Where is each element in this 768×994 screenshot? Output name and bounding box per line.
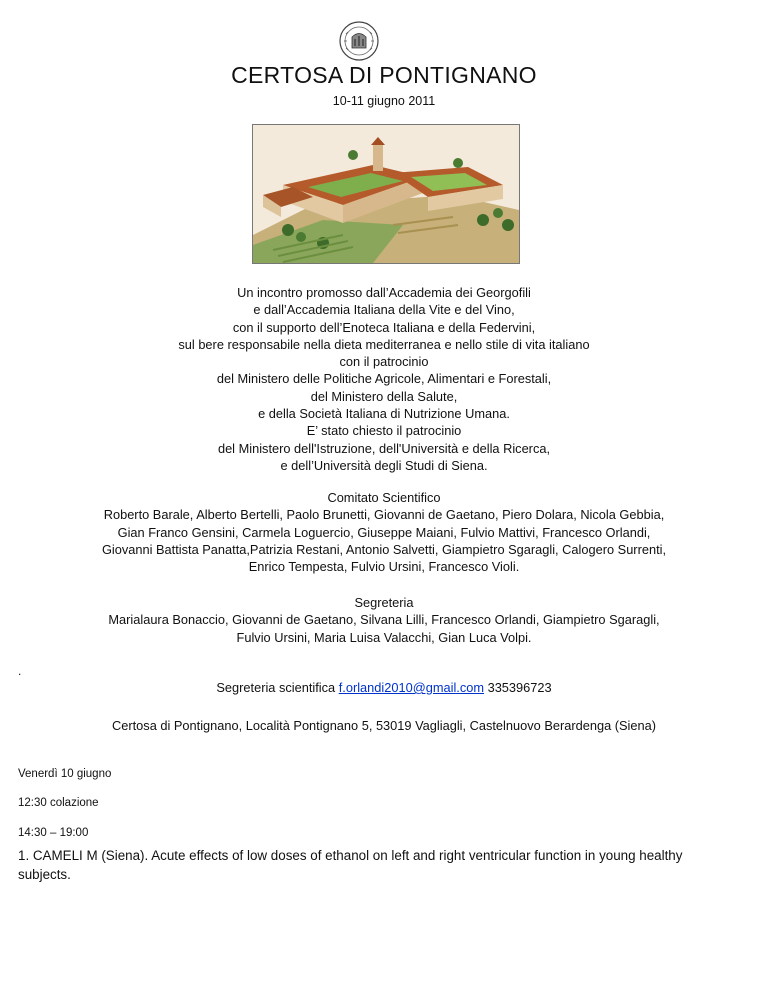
committee-line: Enrico Tempesta, Fulvio Ursini, Francesco Violi.	[248, 559, 520, 575]
event-dates: 10-11 giugno 2011	[332, 94, 436, 108]
stray-dot: .	[18, 664, 22, 678]
phone-number: 335396723	[484, 680, 552, 695]
program-day: Venerdì 10 giugno	[18, 768, 112, 780]
aerial-monastery-photo-icon	[253, 125, 519, 263]
intro-line: del Ministero dell'Istruzione, dell'Università e della Ricerca,	[217, 440, 551, 456]
email-link[interactable]: f.orlandi2010@gmail.com	[338, 680, 485, 695]
program-talk: 1. CAMELI M (Siena). Acute effects of low doses of ethanol on left and right ventricular function in young healthy subjects.	[18, 848, 683, 882]
intro-line: sul bere responsabile nella dieta mediterranea e nello stile di vita italiano	[178, 336, 590, 352]
committee-line: Gian Franco Gensini, Carmela Loguercio, Giuseppe Maiani, Fulvio Mattivi, Francesco Orlandi,	[117, 524, 651, 540]
intro-line: del Ministero delle Politiche Agricole, Alimentari e Forestali,	[216, 371, 552, 387]
intro-line: del Ministero della Salute,	[310, 388, 458, 404]
scientific-secretariat	[0, 680, 768, 695]
committee-line: Roberto Barale, Alberto Bertelli, Paolo Brunetti, Giovanni de Gaetano, Piero Dolara, Nicola Gebbia,	[103, 507, 665, 523]
secretariat	[0, 594, 768, 646]
program-lunch: 12:30 colazione	[18, 797, 99, 809]
secretariat-line: Fulvio Ursini, Maria Luisa Valacchi, Gian Luca Volpi.	[236, 629, 532, 645]
intro-line: e della Società Italiana di Nutrizione Umana.	[258, 406, 510, 422]
intro-line: E’ stato chiesto il patrocinio	[306, 423, 462, 439]
intro-line: Un incontro promosso dall’Accademia dei Georgofili	[237, 285, 531, 300]
intro-line: e dell’Università degli Studi di Siena.	[280, 457, 488, 473]
scientific-secretariat-label: Segreteria scientifica	[216, 680, 339, 695]
intro-text	[0, 284, 768, 474]
secretariat-heading: Segreteria	[354, 595, 414, 610]
committee-heading: Comitato Scientifico	[327, 490, 441, 505]
aerial-monastery-photo	[252, 124, 520, 264]
intro-line: con il supporto dell’Enoteca Italiana e della Federvini,	[232, 319, 536, 335]
intro-line: con il patrocinio	[339, 354, 429, 370]
scientific-committee	[0, 489, 768, 575]
committee-line: Giovanni Battista Panatta,Patrizia Restani, Antonio Salvetti, Giampietro Sgaragli, Calogero Surrenti,	[101, 541, 667, 557]
venue-address: Certosa di Pontignano, Località Pontignano 5, 53019 Vagliagli, Castelnuovo Berardenga (Siena)	[112, 718, 656, 733]
event-title: CERTOSA DI PONTIGNANO	[231, 62, 537, 88]
academy-seal-icon	[338, 20, 380, 62]
secretariat-line: Marialaura Bonaccio, Giovanni de Gaetano, Silvana Lilli, Francesco Orlandi, Giampietro Sgaragli,	[108, 612, 660, 628]
program-session-time: 14:30 – 19:00	[18, 827, 89, 839]
intro-line: e dall’Accademia Italiana della Vite e del Vino,	[253, 302, 515, 318]
